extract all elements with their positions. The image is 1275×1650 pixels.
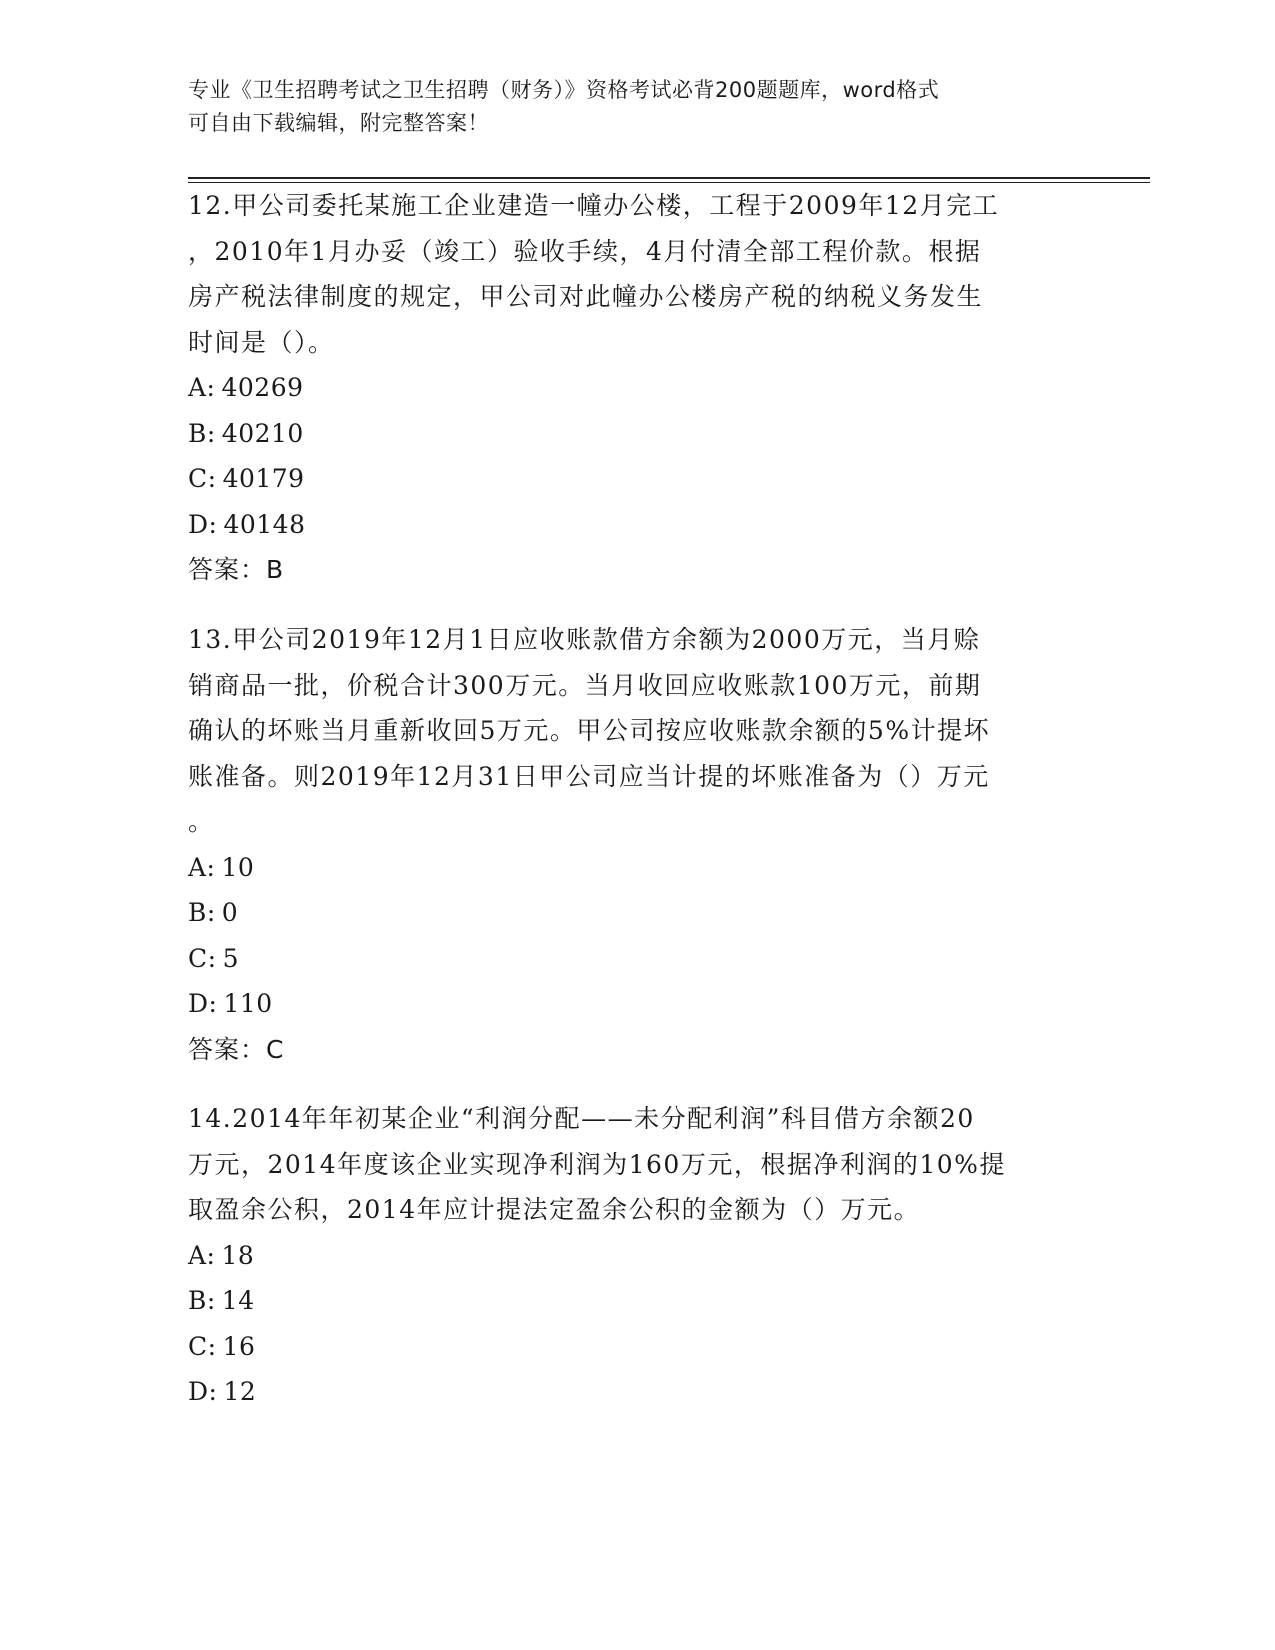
question-stem-line: 确认的坏账当月重新收回5万元。甲公司按应收账款余额的5%计提坏 [188, 716, 991, 745]
option-value: 10 [221, 852, 255, 882]
question-stem-line: 14.2014年年初某企业“利润分配——未分配利润”科目借方余额20 [188, 1104, 975, 1133]
question-stem-line: 12.甲公司委托某施工企业建造一幢办公楼，工程于2009年12月完工 [188, 191, 1000, 220]
header-line-2: 可自由下载编辑，附完整答案！ [188, 111, 489, 135]
header-divider-thick [188, 177, 1150, 179]
option-value: 110 [223, 989, 273, 1018]
option-label: D: [188, 989, 218, 1018]
option-d [188, 1369, 1088, 1415]
question-stem-line: 。 [188, 807, 215, 836]
document-header [188, 74, 1068, 140]
header-line-1: 专业《卫生招聘考试之卫生招聘（财务）》资格考试必背200题题库，word格式 [188, 78, 940, 102]
question-13 [188, 617, 1088, 1072]
question-stem-line: 取盈余公积，2014年应计提法定盈余公积的金额为（）万元。 [188, 1195, 921, 1224]
option-label: D: [188, 509, 218, 539]
option-label: D: [188, 1377, 218, 1406]
option-c [188, 456, 1088, 502]
option-c [188, 1324, 1088, 1370]
question-14 [188, 1096, 1088, 1415]
option-value: 40269 [221, 373, 304, 402]
option-value: 14 [221, 1286, 255, 1315]
option-b [188, 1278, 1088, 1324]
option-d [188, 502, 1088, 548]
option-b [188, 890, 1088, 936]
option-value: 40148 [223, 509, 306, 539]
option-value: 40210 [221, 418, 304, 448]
option-label: B: [188, 1286, 216, 1315]
option-value: 0 [221, 898, 239, 927]
answer: 答案：B [188, 555, 285, 584]
question-stem-line: 销商品一批，价税合计300万元。当月收回应收账款100万元，前期 [188, 670, 982, 700]
option-d [188, 981, 1088, 1027]
question-stem-line: ，2010年1月办妥（竣工）验收手续，4月付清全部工程价款。根据 [188, 236, 982, 266]
option-value: 18 [221, 1240, 255, 1270]
option-label: A: [188, 1240, 216, 1270]
option-a [188, 365, 1088, 411]
option-value: 12 [223, 1377, 257, 1406]
answer: 答案：C [188, 1034, 285, 1064]
option-c [188, 936, 1088, 982]
option-value: 5 [222, 943, 239, 973]
option-label: B: [188, 898, 216, 927]
question-stem-line: 13.甲公司2019年12月1日应收账款借方余额为2000万元，当月赊 [188, 625, 981, 654]
option-label: C: [188, 464, 217, 493]
question-stem-line: 时间是（）。 [188, 327, 335, 357]
option-value: 16 [222, 1331, 256, 1361]
option-label: A: [188, 852, 216, 882]
question-stem-line: 账准备。则2019年12月31日甲公司应当计提的坏账准备为（）万元 [188, 761, 990, 791]
option-value: 40179 [222, 464, 305, 493]
question-12 [188, 183, 1088, 593]
option-label: C: [188, 943, 217, 973]
option-label: C: [188, 1331, 217, 1361]
option-label: B: [188, 418, 216, 448]
option-label: A: [188, 373, 216, 402]
question-stem-line: 房产税法律制度的规定，甲公司对此幢办公楼房产税的纳税义务发生 [188, 282, 984, 311]
option-b [188, 411, 1088, 457]
option-a [188, 1233, 1088, 1279]
question-stem-line: 万元，2014年度该企业实现净利润为160万元，根据净利润的10%提 [188, 1149, 1006, 1179]
option-a [188, 845, 1088, 891]
